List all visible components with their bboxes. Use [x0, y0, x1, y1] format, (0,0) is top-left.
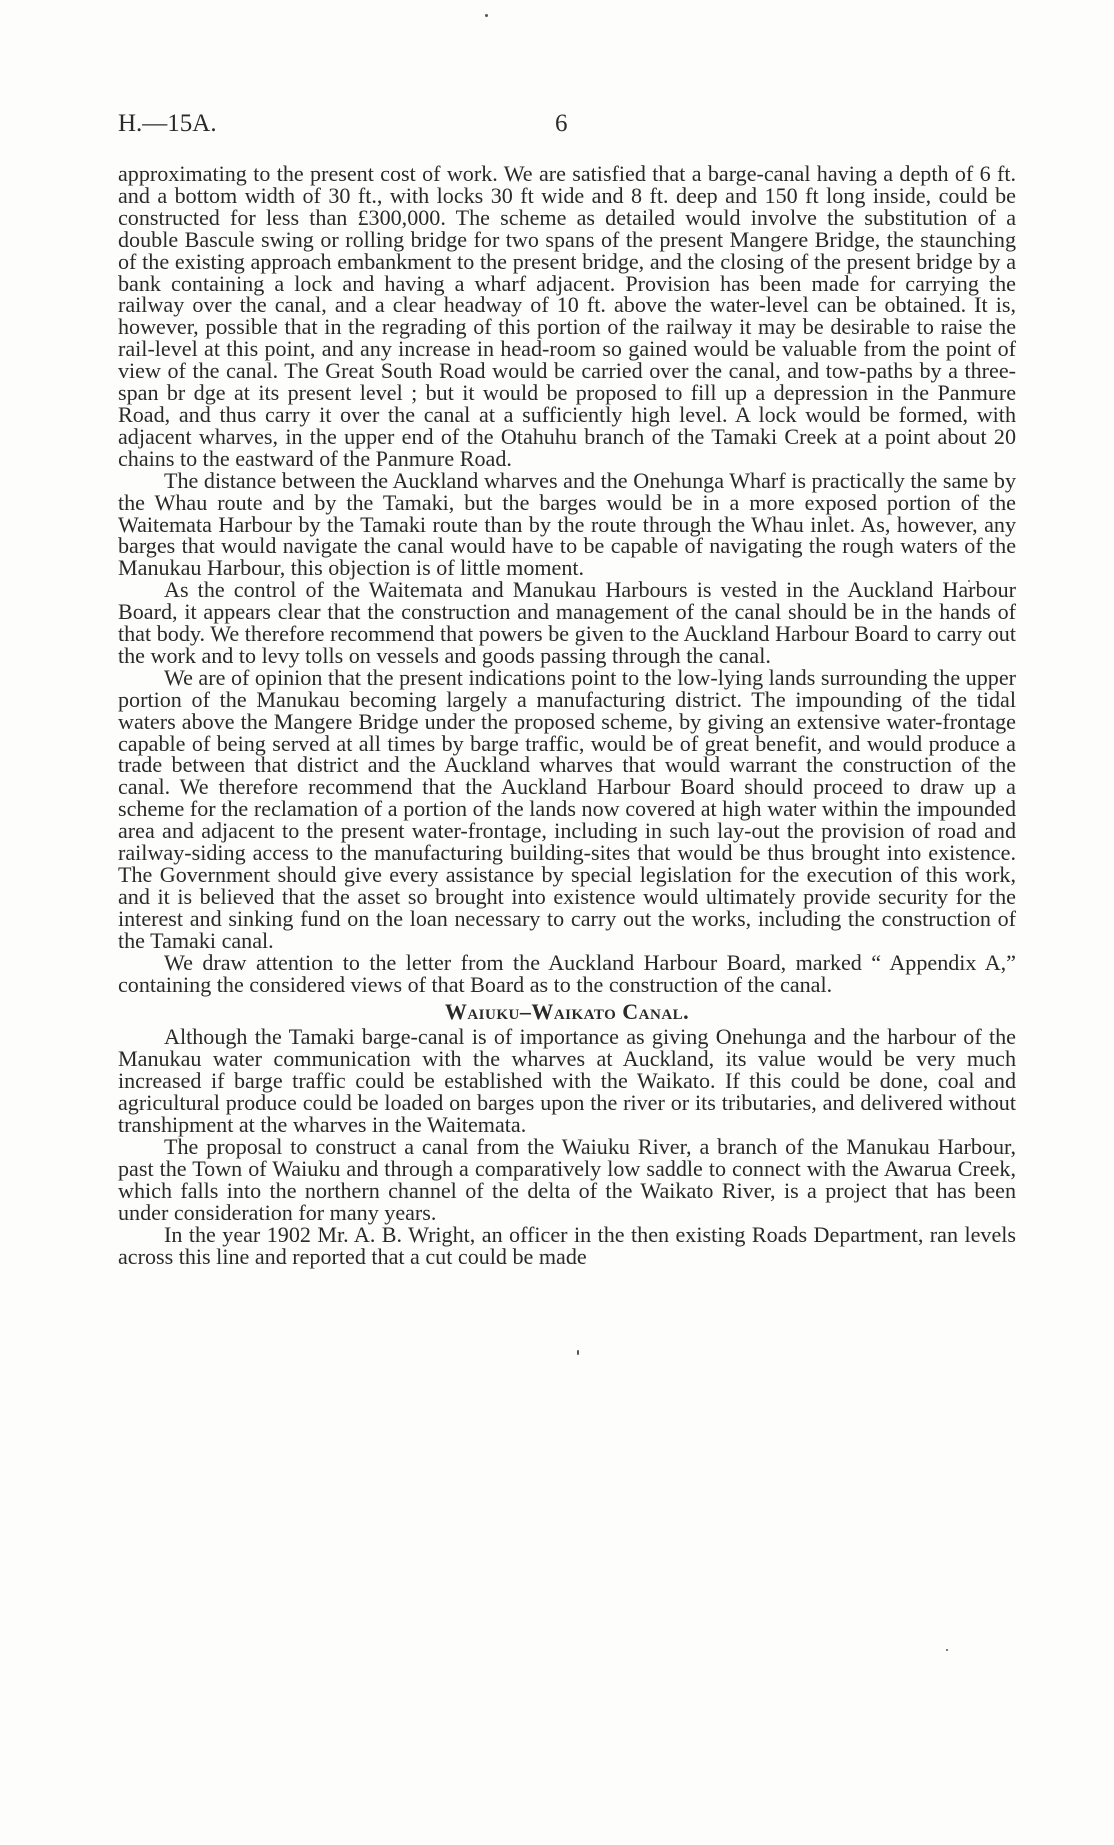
- document-code: H.—15A.: [118, 110, 217, 137]
- paragraph: Although the Tamaki barge-canal is of importance as giving Onehunga and the harbour of the Manukau water communication with the wharves at Auckland, its value would be very much increased if barge traffic could be established with the Waikato. If this could be done, coal and agricultural produce could be loaded on barges upon the river or its tributaries, and delivered without transhipment at the wharves in the Waitemata.: [118, 1024, 1016, 1138]
- paragraph: The distance between the Auckland wharves and the Onehunga Wharf is practically the same by the Whau route and by the Tamaki, but the barges would be in a more exposed portion of the Waitemata Harbour by the Tamaki route than by the route through the Whau inlet. As, however, any barges that would navigate the canal would have to be capable of navigating the rough waters of the Manukau Harbour, this objection is of little moment.: [118, 467, 1016, 581]
- body-text: [118, 163, 1016, 1267]
- page-number: 6: [555, 110, 568, 137]
- scan-speck: [485, 14, 488, 17]
- section-heading: Waiuku–Waikato Canal.: [444, 999, 690, 1025]
- paragraph: We draw attention to the letter from the Auckland Harbour Board, marked “ Appendix A,” containing the considered views of that Board as to the construction of the canal.: [118, 949, 1016, 997]
- page-header: [118, 110, 1016, 138]
- paragraph: The proposal to construct a canal from the Waiuku River, a branch of the Manukau Harbour, past the Town of Waiuku and through a comparatively low saddle to connect with the Awarua Creek, which falls into the northern channel of the delta of the Waikato River, is a project that has been under consideration for many years.: [118, 1133, 1016, 1225]
- scan-speck: [946, 1649, 948, 1651]
- scan-speck: [577, 1350, 579, 1355]
- paragraph: We are of opinion that the present indications point to the low-lying lands surrounding the upper portion of the Manukau becoming largely a manufacturing district. The impounding of the tidal waters above the Mangere Bridge under the proposed scheme, by giving an extensive water-frontage capable of being served at all times by barge traffic, would be of great benefit, and would produce a trade between that district and the Auckland wharves that would warrant the construction of the canal. We therefore recommend that the Auckland Harbour Board should proceed to draw up a scheme for the reclamation of a portion of the lands now covered at high water within the impounded area and adjacent to the present water-frontage, including in such lay-out the provision of road and railway-siding access to the manufacturing building-sites that would be thus brought into existence. The Government should give every assistance by special legislation for the execution of this work, and it is believed that the asset so brought into existence would ultimately provide security for the interest and sinking fund on the loan necessary to carry out the works, including the construction of the Tamaki canal.: [118, 664, 1016, 953]
- paragraph: approximating to the present cost of work. We are satisfied that a barge-canal having a depth of 6 ft. and a bottom width of 30 ft., with locks 30 ft wide and 8 ft. deep and 150 ft long inside, could be constructed for less than £300,000. The scheme as detailed would involve the substitution of a double Bascule swing or rolling bridge for two spans of the present Mangere Bridge, the staunching of the existing approach embankment to the present bridge, and the closing of the present bridge by a bank containing a lock and having a wharf adjacent. Provision has been made for carrying the railway over the canal, and a clear headway of 10 ft. above the water-level can be obtained. It is, however, possible that in the regrading of this portion of the railway it may be desirable to raise the rail-level at this point, and any increase in head-room so gained would be valuable from the point of view of the canal. The Great South Road would be carried over the canal, and tow-paths by a three-span br dge at its present level ; but it would be proposed to fill up a depression in the Panmure Road, and thus carry it over the canal at a sufficiently high level. A lock would be formed, with adjacent wharves, in the upper end of the Otahuhu branch of the Tamaki Creek at a point about 20 chains to the eastward of the Panmure Road.: [118, 161, 1016, 471]
- paragraph: In the year 1902 Mr. A. B. Wright, an officer in the then existing Roads Department, ran levels across this line and reported that a cut could be made: [118, 1221, 1016, 1269]
- paragraph: As the control of the Waitemata and Manukau Harbours is vested in the Auckland Harbour Board, it appears clear that the construction and management of the canal should be in the hands of that body. We therefore recommend that powers be given to the Auckland Harbour Board to carry out the work and to levy tolls on vessels and goods passing through the canal.: [118, 577, 1016, 668]
